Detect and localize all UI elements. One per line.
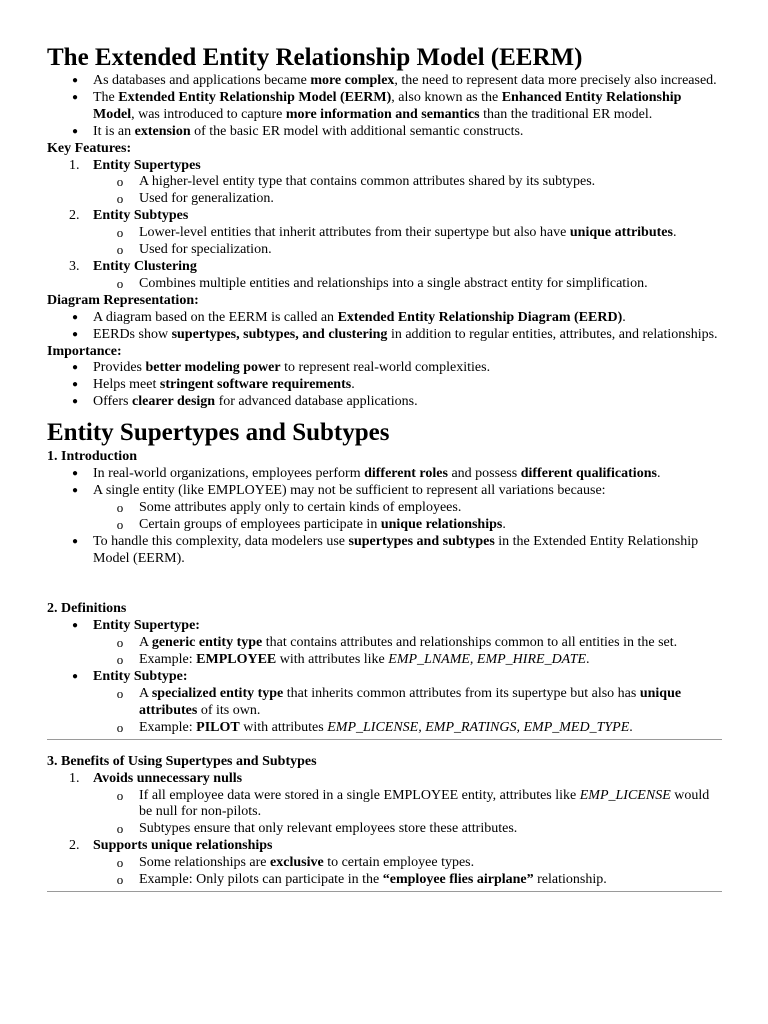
bullet-icon: ●: [71, 328, 79, 340]
list-item: 1. Entity Supertypes o A higher-level entity type that contains common attributes shared by its subtypes. o Used for generalization.: [93, 158, 722, 209]
benefits-list: [47, 771, 722, 889]
sub-list-item: o A higher-level entity type that contains common attributes shared by its subtypes.: [116, 174, 596, 190]
circle-bullet-icon: o: [116, 821, 124, 837]
circle-bullet-icon: o: [116, 872, 124, 888]
list-item: ● Entity Supertype: o A generic entity type that contains attributes and relationships common to all entities in the set. o Example: EMPLOYEE with attributes like EMP_LNAME, EMP_HIRE_DATE.: [93, 618, 722, 669]
diagram-representation-label: Diagram Representation:: [47, 292, 199, 308]
bullet-icon: ●: [71, 362, 79, 374]
circle-bullet-icon: o: [116, 635, 124, 651]
bullet-icon: ●: [71, 468, 79, 480]
circle-bullet-icon: o: [116, 174, 124, 190]
circle-bullet-icon: o: [116, 719, 124, 735]
sub-list-item: o Example: Only pilots can participate in the “employee flies airplane” relationship.: [116, 872, 607, 888]
sub-list-item: o Used for specialization.: [116, 242, 272, 258]
circle-bullet-icon: o: [116, 787, 124, 803]
bullet-icon: ●: [71, 379, 79, 391]
list-item: ● A diagram based on the EERM is called an Extended Entity Relationship Diagram (EERD).: [93, 310, 722, 327]
circle-bullet-icon: o: [116, 242, 124, 258]
list-item: ● Helps meet stringent software requirements.: [93, 377, 722, 394]
sub-list-item: o Some relationships are exclusive to certain employee types.: [116, 855, 475, 871]
circle-bullet-icon: o: [116, 275, 124, 291]
list-item: ● Entity Subtype: o A specialized entity type that inherits common attributes from its supertype but also has unique attributes of its own. o Example: PILOT with attributes EMP_LICENSE, EMP_RATINGS, EMP_MED_TYPE.: [93, 669, 722, 737]
sub-list-item: o Lower-level entities that inherit attributes from their supertype but also have unique attributes.: [116, 225, 677, 241]
eerm-intro-list: [47, 73, 722, 141]
circle-bullet-icon: o: [116, 652, 124, 668]
bullet-icon: ●: [71, 620, 79, 632]
definitions-list: [47, 618, 722, 736]
sub-list-item: o Certain groups of employees participate in unique relationships.: [116, 516, 506, 532]
horizontal-rule: [47, 739, 722, 740]
bullet-icon: ●: [71, 484, 79, 496]
list-item: ● In real-world organizations, employees perform different roles and possess different qualifications.: [93, 466, 722, 483]
bullet-icon: ●: [71, 671, 79, 683]
list-item: ● A single entity (like EMPLOYEE) may not be sufficient to represent all variations because: o Some attributes apply only to certain kinds of employees. o Certain groups of employees participate in unique relationships.: [93, 483, 722, 534]
list-item: 2. Entity Subtypes o Lower-level entities that inherit attributes from their supertype but also have unique attributes. o Used for specialization.: [93, 208, 722, 259]
heading-eerm: The Extended Entity Relationship Model (EERM): [47, 44, 583, 71]
sub-list-item: o Combines multiple entities and relationships into a single abstract entity for simplification.: [116, 275, 648, 291]
sub-list-item: o A generic entity type that contains attributes and relationships common to all entities in the set.: [116, 635, 678, 651]
list-item: 3. Entity Clustering o Combines multiple entities and relationships into a single abstract entity for simplification.: [93, 259, 722, 293]
introduction-label: 1. Introduction: [47, 449, 137, 465]
sub-list-item: o If all employee data were stored in a single EMPLOYEE entity, attributes like EMP_LICENSE would be null for non-pilots.: [116, 787, 710, 820]
circle-bullet-icon: o: [116, 191, 124, 207]
sub-list-item: o Example: PILOT with attributes EMP_LICENSE, EMP_RATINGS, EMP_MED_TYPE.: [116, 719, 633, 735]
list-item: ● As databases and applications became more complex, the need to represent data more precisely also increased.: [93, 73, 722, 90]
circle-bullet-icon: o: [116, 855, 124, 871]
circle-bullet-icon: o: [116, 686, 124, 701]
sub-list-item: o Some attributes apply only to certain kinds of employees.: [116, 499, 462, 515]
list-item: ● It is an extension of the basic ER model with additional semantic constructs.: [93, 124, 722, 141]
bullet-icon: ●: [71, 311, 79, 323]
bullet-icon: ●: [71, 91, 79, 103]
circle-bullet-icon: o: [116, 225, 124, 241]
bullet-icon: ●: [71, 125, 79, 137]
list-item: ● Offers clearer design for advanced database applications.: [93, 394, 722, 411]
heading-supertypes-subtypes: Entity Supertypes and Subtypes: [47, 419, 390, 447]
list-item: ● Provides better modeling power to represent real-world complexities.: [93, 360, 722, 377]
sub-list-item: o Subtypes ensure that only relevant employees store these attributes.: [116, 821, 518, 837]
bullet-icon: ●: [71, 396, 79, 408]
list-item: ● To handle this complexity, data modelers use supertypes and subtypes in the Extended Entity Relationship Model (EERM).: [93, 534, 722, 568]
list-item: 2. Supports unique relationships o Some relationships are exclusive to certain employee types. o Example: Only pilots can participate in the “employee flies airplane” relationship.: [93, 838, 722, 889]
circle-bullet-icon: o: [116, 499, 124, 515]
benefits-label: 3. Benefits of Using Supertypes and Subtypes: [47, 753, 317, 769]
importance-list: [47, 360, 722, 411]
key-features-label: Key Features:: [47, 140, 132, 156]
list-item: ● The Extended Entity Relationship Model (EERM), also known as the Enhanced Entity Relationship Model, was introduced to capture more information and semantics than the traditional ER model.: [93, 90, 722, 124]
bullet-icon: ●: [71, 75, 79, 86]
circle-bullet-icon: o: [116, 516, 124, 532]
sub-list-item: o A specialized entity type that inherits common attributes from its supertype but also has unique attributes of its own.: [116, 686, 682, 718]
key-features-list: [47, 158, 722, 293]
bullet-icon: ●: [71, 535, 79, 547]
diagram-list: [47, 310, 722, 344]
horizontal-rule: [47, 891, 722, 892]
importance-label: Importance:: [47, 343, 122, 359]
list-item: ● EERDs show supertypes, subtypes, and clustering in addition to regular entities, attributes, and relationships.: [93, 327, 722, 344]
sub-list-item: o Used for generalization.: [116, 191, 274, 207]
sub-list-item: o Example: EMPLOYEE with attributes like EMP_LNAME, EMP_HIRE_DATE.: [116, 652, 590, 668]
list-item: 1. Avoids unnecessary nulls o If all employee data were stored in a single EMPLOYEE entity, attributes like EMP_LICENSE would be null for non-pilots. o Subtypes ensure that only relevant employees store these attributes.: [93, 771, 722, 839]
definitions-label: 2. Definitions: [47, 601, 127, 617]
introduction-list: [47, 466, 722, 567]
